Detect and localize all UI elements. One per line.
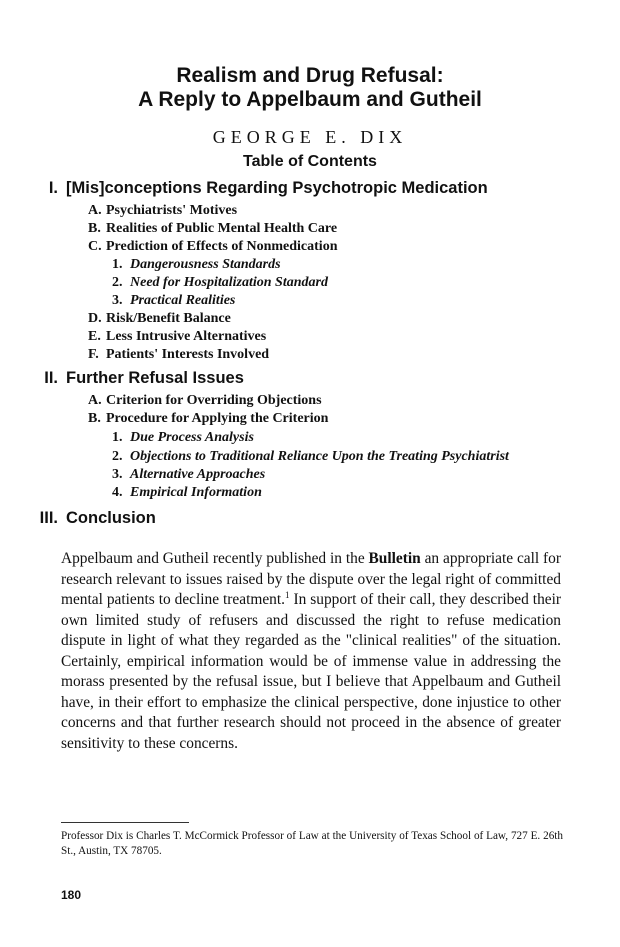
toc-item-letter: A. [88,393,102,408]
toc-subitem-text: Alternative Approaches [130,467,266,482]
footnote-divider [61,822,189,823]
toc-subitem-text: Due Process Analysis [130,430,254,445]
toc-item-text: Psychiatrists' Motives [106,203,238,218]
toc-item-letter: F. [88,347,99,362]
toc-section-number: I. [48,179,58,197]
toc-section-2 [20,369,244,388]
author-footnote: Professor Dix is Charles T. McCormick Professor of Law at the University of Texas School of Law, 727 E. 26th St., Austin, TX 78705. [61,830,563,857]
toc-item-letter: B. [88,411,101,426]
toc-item-letter: A. [88,203,102,218]
toc-item [88,311,231,327]
toc-item [88,329,266,345]
toc-subitem-number: 1. [112,430,123,445]
toc-subitem [112,449,509,465]
toc-subitem [112,485,262,501]
toc-section-title: Further Refusal Issues [66,369,244,387]
article-title-line-1: Realism and Drug Refusal: [176,64,444,87]
toc-subitem-text: Objections to Traditional Reliance Upon the Treating Psychiatrist [130,449,509,464]
toc-item-text: Less Intrusive Alternatives [106,329,267,344]
toc-item [88,203,237,219]
toc-subitem-number: 2. [112,449,123,464]
toc-subitem-number: 3. [112,467,123,482]
toc-section-3 [20,509,156,528]
toc-item [88,221,337,237]
toc-item-text: Criterion for Overriding Objections [106,393,322,408]
toc-item [88,239,337,255]
toc-subitem [112,430,254,446]
body-text-part-2: an appropriate call for research relevant to issues raised by the dispute over the legal right of committed mental patients to decline treatment. [61,550,562,608]
toc-subitem [112,257,281,273]
journal-name: Bulletin [368,550,421,567]
toc-subitem-text: Practical Realities [130,293,236,308]
toc-subitem-number: 1. [112,257,123,272]
toc-subitem-number: 4. [112,485,123,500]
toc-subitem-text: Empirical Information [130,485,262,500]
toc-item-letter: B. [88,221,101,236]
toc-item-text: Prediction of Effects of Nonmedication [106,239,338,254]
toc-item-text: Realities of Public Mental Health Care [106,221,338,236]
toc-item [88,347,269,363]
toc-item-text: Risk/Benefit Balance [106,311,231,326]
body-paragraph [61,549,561,754]
toc-section-title: [Mis]conceptions Regarding Psychotropic Medication [66,179,488,197]
body-text-part-1: Appelbaum and Gutheil recently published in the [61,550,369,567]
toc-section-title: Conclusion [66,509,156,527]
toc-item [88,393,322,409]
toc-item [88,411,328,427]
toc-item-text: Procedure for Applying the Criterion [106,411,329,426]
page-number: 180 [61,888,82,902]
toc-item-text: Patients' Interests Involved [106,347,270,362]
toc-subitem-number: 2. [112,275,123,290]
toc-item-letter: D. [88,311,102,326]
article-title-line-2: A Reply to Appelbaum and Gutheil [138,88,482,111]
toc-subitem [112,275,328,291]
toc-section-number: II. [44,369,58,387]
toc-subitem [112,293,235,309]
toc-section-number: III. [39,509,58,527]
toc-section-1 [20,179,488,198]
toc-subitem-text: Need for Hospitalization Standard [130,275,328,290]
author-name: GEORGE E. DIX [212,127,408,147]
toc-item-letter: C. [88,239,102,254]
toc-subitem [112,467,265,483]
toc-item-letter: E. [88,329,101,344]
toc-heading: Table of Contents [243,153,377,170]
toc-subitem-number: 3. [112,293,123,308]
footnote-marker: 1 [285,589,290,600]
toc-subitem-text: Dangerousness Standards [130,257,281,272]
body-text-part-3: In support of their call, they described their own limited study of refusers and discussed the right to refuse medication dispute in light of what they regarded as the "clinical realities" of the situation. Certainly, empirical information would be of immense value in addressing the morass presented by the refusal issue, but I believe that Appelbaum and Gutheil have, in their effort to emphasize the clinical perspective, done injustice to other concerns and that further research should not proceed in the absence of greater sensitivity to these concerns. [61,591,561,752]
